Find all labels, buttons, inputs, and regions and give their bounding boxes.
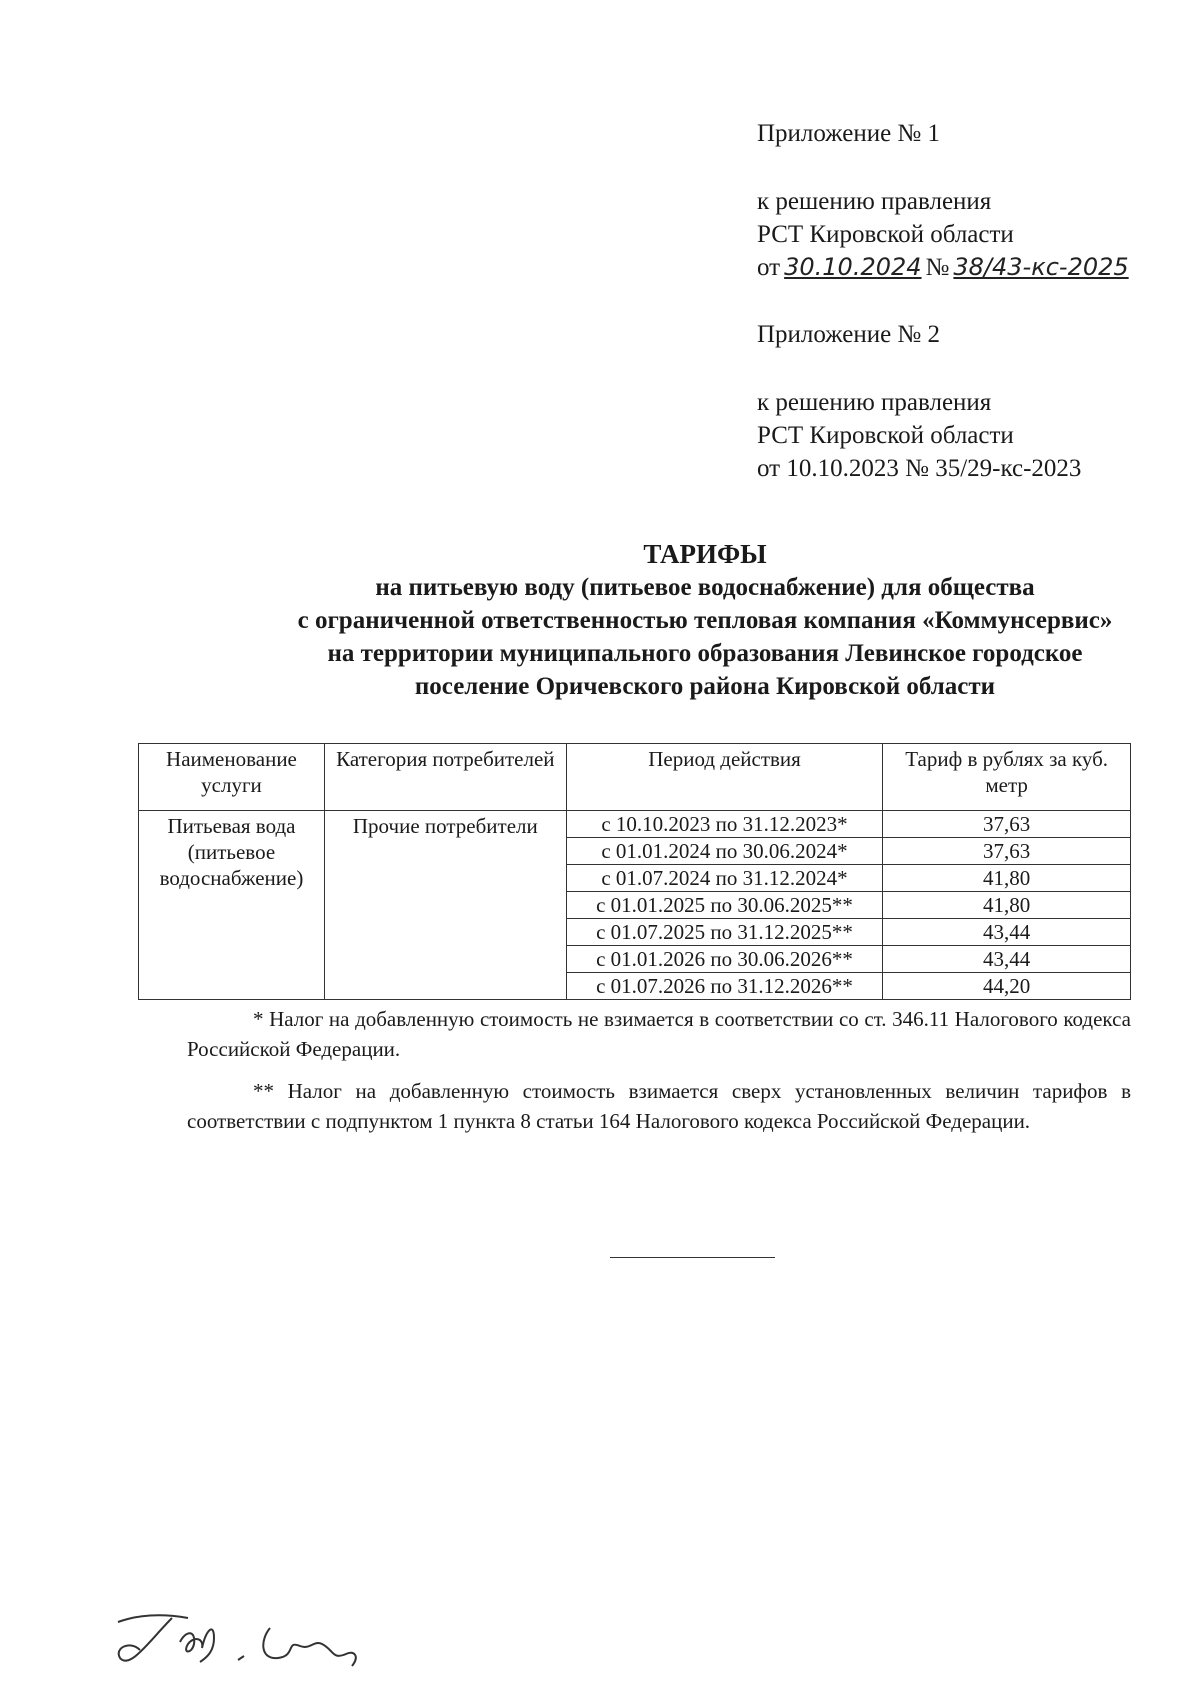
footnote-1: * Налог на добавленную стоимость не взимается в соответствии со ст. 346.11 Налогового кодекса Российской Федерации. [187, 1007, 1131, 1061]
tariff-cell: 37,63 [883, 811, 1131, 838]
appendix-1-line2: РСТ Кировской области [757, 221, 1014, 248]
appendix-1-date: 30.10.2024 [784, 253, 922, 281]
appendix-2-line1: к решению правления [757, 389, 992, 416]
tariff-table [138, 743, 1131, 1000]
header-tariff: Тариф в рублях за куб. метр [883, 744, 1131, 811]
title-line-2: с ограниченной ответственностью тепловая компания «Коммунсервис» [297, 607, 1113, 634]
appendix-1-date-prefix: от [757, 254, 781, 281]
tariff-cell: 43,44 [883, 946, 1131, 973]
closing-divider [610, 1257, 775, 1258]
header-period: Период действия [566, 744, 883, 811]
appendix-2-line3: от 10.10.2023 № 35/29-кс-2023 [757, 455, 1082, 482]
title-line-4: поселение Оричевского района Кировской области [414, 673, 996, 700]
header-category: Категория потребителей [324, 744, 566, 811]
table-row [139, 811, 1131, 838]
title-heading: ТАРИФЫ [643, 539, 767, 569]
period-cell: с 01.07.2025 по 31.12.2025** [566, 919, 883, 946]
handwritten-signature [110, 1600, 370, 1680]
category-cell: Прочие потребители [324, 811, 566, 1000]
footnotes [187, 1004, 1131, 1148]
appendix-1-line1: к решению правления [757, 188, 992, 215]
appendix-2-line2: РСТ Кировской области [757, 422, 1014, 449]
appendix-1-number-prefix: № [925, 254, 950, 281]
tariff-cell: 37,63 [883, 838, 1131, 865]
appendix-2-block [757, 318, 1081, 485]
appendix-2-label: Приложение № 2 [757, 321, 941, 348]
tariff-cell: 43,44 [883, 919, 1131, 946]
document-title [120, 538, 1200, 703]
table-header-row [139, 744, 1131, 811]
period-cell: с 01.01.2025 по 30.06.2025** [566, 892, 883, 919]
appendix-1-number: 38/43-кс-2025 [953, 253, 1129, 281]
tariff-cell: 41,80 [883, 892, 1131, 919]
footnote-2: ** Налог на добавленную стоимость взимается сверх установленных величин тарифов в соответствии с подпунктом 1 пункта 8 статьи 164 Налогового кодекса Российской Федерации. [187, 1079, 1131, 1133]
tariff-cell: 44,20 [883, 973, 1131, 1000]
title-line-1: на питьевую воду (питьевое водоснабжение) для общества [375, 574, 1035, 601]
tariff-cell: 41,80 [883, 865, 1131, 892]
period-cell: с 01.07.2024 по 31.12.2024* [566, 865, 883, 892]
service-cell: Питьевая вода (питьевое водоснабжение) [139, 811, 325, 1000]
period-cell: с 10.10.2023 по 31.12.2023* [566, 811, 883, 838]
header-service: Наименование услуги [139, 744, 325, 811]
period-cell: с 01.07.2026 по 31.12.2026** [566, 973, 883, 1000]
appendix-1-date-line [757, 251, 1129, 284]
appendix-1-block [757, 117, 1129, 284]
title-line-3: на территории муниципального образования Левинское городское [327, 640, 1083, 667]
appendix-1-label: Приложение № 1 [757, 120, 941, 147]
period-cell: с 01.01.2024 по 30.06.2024* [566, 838, 883, 865]
period-cell: с 01.01.2026 по 30.06.2026** [566, 946, 883, 973]
